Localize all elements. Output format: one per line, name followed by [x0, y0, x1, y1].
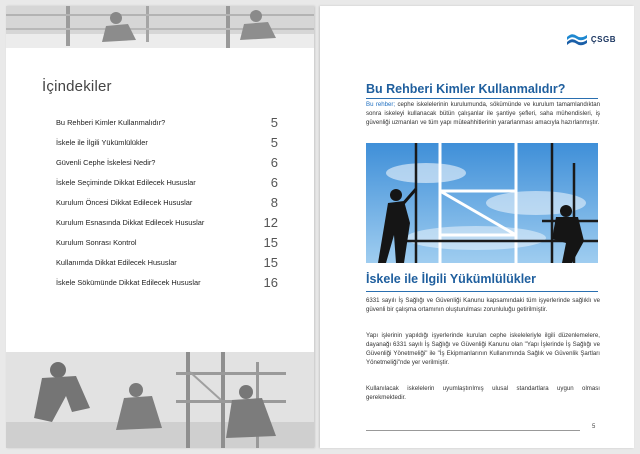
toc-item-page: 16	[263, 275, 278, 290]
heading-divider	[366, 291, 598, 292]
toc-item-label: Kurulum Sonrası Kontrol	[56, 238, 137, 247]
toc-item-page: 8	[270, 195, 278, 210]
toc-item-page: 15	[263, 255, 278, 270]
toc-item-page: 12	[263, 215, 278, 230]
toc-item-page: 15	[263, 235, 278, 250]
toc-item-label: İskele ile İlgili Yükümlülükler	[56, 138, 148, 147]
toc-item[interactable]	[56, 150, 278, 170]
toc-item[interactable]	[56, 190, 278, 210]
toc-item[interactable]	[56, 230, 278, 250]
toc-item[interactable]	[56, 210, 278, 230]
intro-text: cephe iskelelerinin kurulumunda, sökümünde ve kurulum tamamlandıktan sonra iskeleyi kullanacak bütün çalışanlar ile şantiye şefleri, saha mühendisleri, iş güvenliği uzmanları ve tüm yapı müteahhitlerinin yararlanması amacıyla hazırlanmıştır.	[366, 101, 600, 126]
toc-item-page: 5	[270, 135, 278, 150]
toc-item[interactable]	[56, 130, 278, 150]
toc-item[interactable]	[56, 250, 278, 270]
toc-item-label: Bu Rehberi Kimler Kullanmalıdır?	[56, 118, 166, 127]
toc-item[interactable]	[56, 270, 278, 290]
toc-item-page: 6	[270, 175, 278, 190]
intro-accent: Bu rehber;	[366, 101, 396, 108]
body-paragraph: Kullanılacak iskelelerin uyumlaştırılmış ulusal standartlara uygun olması gerekmektedir.	[366, 385, 600, 401]
toc-item-label: Kurulum Öncesi Dikkat Edilecek Hususlar	[56, 198, 193, 207]
section-heading-obligations: İskele ile İlgili Yükümlülükler	[366, 272, 536, 286]
heading-divider	[366, 98, 598, 99]
left-page	[6, 6, 314, 448]
toc-item-page: 6	[270, 155, 278, 170]
csgb-logo-text: ÇSGB	[590, 34, 616, 44]
top-decorative-photo	[6, 6, 314, 48]
scaffold-workers-photo	[366, 143, 598, 263]
footer-divider	[366, 430, 580, 431]
intro-paragraph	[366, 100, 600, 127]
toc-item-label: Güvenli Cephe İskelesi Nedir?	[56, 158, 156, 167]
body-paragraph: 6331 sayılı İş Sağlığı ve Güvenliği Kanunu kapsamındaki tüm işyerlerinde sağlıklı ve güvenli bir çalışma ortamının oluşturulması zorunluluğu getirilmiştir.	[366, 297, 600, 313]
bottom-decorative-photo	[6, 352, 314, 448]
toc-item-label: İskele Sökümünde Dikkat Edilecek Hususlar	[56, 278, 201, 287]
csgb-logo-icon	[566, 32, 588, 46]
toc-item-label: İskele Seçiminde Dikkat Edilecek Hususlar	[56, 178, 196, 187]
toc-item[interactable]	[56, 170, 278, 190]
csgb-logo	[566, 32, 616, 46]
toc-item[interactable]	[56, 110, 278, 130]
toc-list	[56, 110, 278, 290]
page-number: 5	[592, 424, 596, 430]
toc-item-label: Kurulum Esnasında Dikkat Edilecek Hususlar	[56, 218, 205, 227]
right-page	[320, 6, 634, 448]
body-paragraph: Yapı işlerinin yapıldığı işyerlerinde kurulan cephe iskeleleriyle ilgili düzenlemelere, dayanağı 6331 sayılı İş Sağlığı ve Güvenliği Kanunu olan "Yapı İşlerinde İş Sağlığı ve Güvenliği Yönetmeliği" ile "İş Ekipmanlarının Kullanımında Sağlık ve Güvenlik Şartları Yönetmeliği"nde yer verilmiştir.	[366, 332, 600, 366]
section-heading-audience: Bu Rehberi Kimler Kullanmalıdır?	[366, 82, 566, 96]
toc-title: İçindekiler	[42, 78, 112, 95]
toc-item-page: 5	[270, 115, 278, 130]
toc-item-label: Kullanımda Dikkat Edilecek Hususlar	[56, 258, 177, 267]
